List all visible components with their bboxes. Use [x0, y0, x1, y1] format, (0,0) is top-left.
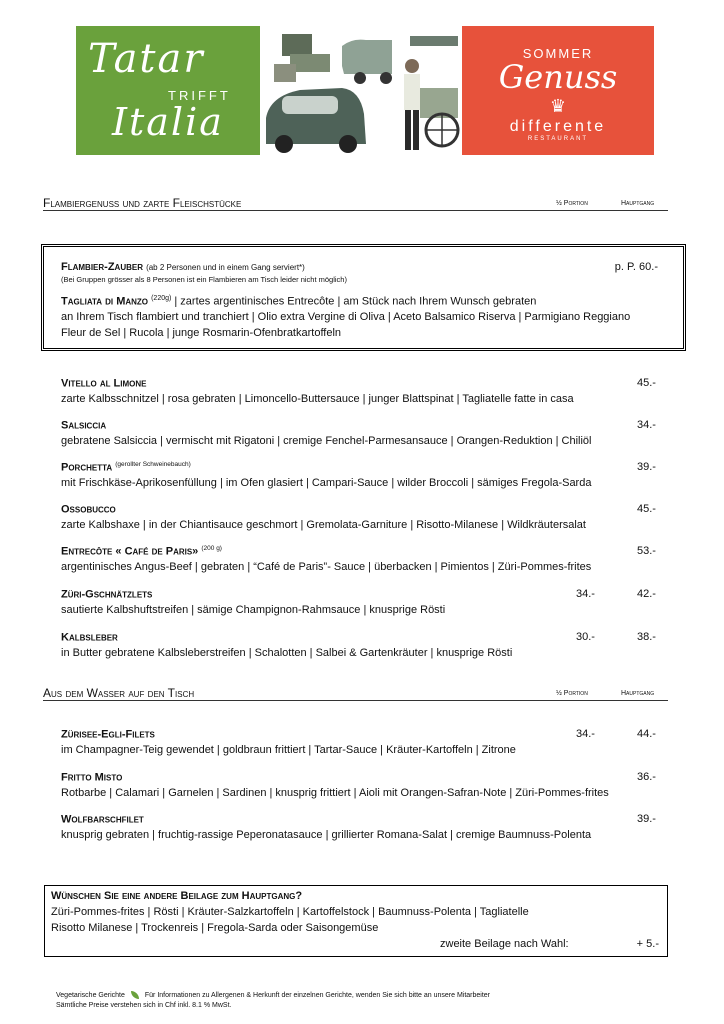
item-price-main: 53.- [637, 545, 656, 557]
item-description: im Champagner-Teig gewendet | goldbraun frittiert | Tartar-Sauce | Kräuter-Kartoffeln | Zitrone [61, 744, 516, 756]
section-header-fish [43, 686, 668, 701]
item-price-main: 44.- [637, 728, 656, 740]
flambier-dish-weight: (220g) [151, 295, 172, 302]
crown-icon: ♛ [549, 96, 567, 116]
item-name: Wolfbarschfilet [61, 813, 144, 826]
menu-item [61, 377, 661, 411]
section-title: Aus dem Wasser auf den Tisch [43, 686, 195, 700]
item-name: Ossobucco [61, 503, 116, 516]
item-description: argentinisches Angus-Beef | gebraten | “Café de Paris”- Sauce | überbacken | Pimientos | Züri-Pommes-frites [61, 561, 592, 573]
menu-item [61, 503, 661, 537]
side-dish-box [44, 885, 668, 957]
footer-line [56, 991, 490, 1001]
item-description: knusprig gebraten | fruchtig-rassige Peperonatasauce | grillierter Romana-Salat | cremige Baumnuss-Polenta [61, 829, 592, 841]
flambier-description-line: Fleur de Sel | Rucola | junge Rosmarin-Ofenbratkartoffeln [61, 327, 342, 339]
item-name: Züri-Gschnätzlets [61, 588, 153, 601]
item-name: Entrecôte « Café de Paris» $^{(200 g)}$ [61, 545, 222, 558]
sides-list-line: Züri-Pommes-frites | Rösti | Kräuter-Salzkartoffeln | Kartoffelstock | Baumnuss-Polenta | Tagliatelle [51, 906, 529, 918]
menu-item [61, 813, 661, 847]
flambier-price: p. P. 60.- [614, 261, 658, 273]
menu-item [61, 545, 661, 579]
sides-list-line: Risotto Milanese | Trockenreis | Fregola-Sarda oder Saisongemüse [51, 922, 379, 934]
item-price-half: 34.- [576, 588, 595, 600]
item-price-main: 42.- [637, 588, 656, 600]
column-half-portion: ½ Portion [556, 690, 588, 697]
logo-tatar-text: Tatar [88, 36, 205, 82]
leaf-icon [131, 991, 139, 999]
car-cart-illustration-icon [260, 26, 462, 155]
section-header-meat [43, 196, 668, 211]
menu-item [61, 461, 661, 495]
item-name: Salsiccia [61, 419, 107, 432]
item-price-main: 39.- [637, 461, 656, 473]
item-price-main: 39.- [637, 813, 656, 825]
item-name: Porchetta $^{(gerollter Schweinebauch)}$ [61, 461, 191, 474]
flambier-description-line: Tagliata di Manzo $^{(220g)}$ | zartes argentinisches Entrecôte | am Stück nach Ihrem Wunsch gebraten [61, 295, 537, 308]
logo-italia-text: Italia [112, 100, 224, 144]
logo-genuss-text: Genuss [498, 58, 618, 96]
flambier-note: (ab 2 Personen und in einem Gang serviert*) [146, 263, 305, 272]
flambier-description-line: an Ihrem Tisch flambiert und tranchiert | Olio extra Vergine di Oliva | Aceto Balsamico Riserva | Parmigiano Reggiano [61, 311, 631, 323]
vintage-car-photo [260, 26, 462, 155]
item-name: Zürisee-Egli-Filets [61, 728, 155, 741]
column-main-course: Hauptgang [621, 200, 655, 207]
footer-notes [56, 991, 490, 1011]
item-description: zarte Kalbsschnitzel | rosa gebraten | Limoncello-Buttersauce | junger Blattspinat | Tagliatelle fatte in casa [61, 393, 574, 405]
item-price-main: 36.- [637, 771, 656, 783]
menu-item [61, 419, 661, 453]
menu-item [61, 771, 661, 805]
second-side-price: + 5.- [636, 938, 659, 950]
logo-sommer-text: SOMMER [522, 46, 594, 61]
menu-item [61, 728, 661, 762]
sommer-genuss-logo [462, 26, 654, 155]
flambier-title: Flambier-Zauber (ab 2 Personen und in einem Gang serviert*) [61, 261, 305, 273]
logo-restaurant-text: RESTAURANT [527, 136, 589, 142]
item-price-main: 38.- [637, 631, 656, 643]
flambier-special-box [41, 244, 686, 351]
item-name: Kalbsleber [61, 631, 118, 644]
column-half-portion: ½ Portion [556, 200, 588, 207]
item-description: sautierte Kalbshuftstreifen | sämige Champignon-Rahmsauce | knusprige Rösti [61, 604, 446, 616]
column-main-course: Hauptgang [621, 690, 655, 697]
logo-differente-text: differente [509, 118, 607, 135]
menu-item [61, 588, 661, 622]
header-banner [76, 26, 654, 155]
menu-item [61, 631, 661, 665]
item-price-main: 45.- [637, 377, 656, 389]
item-price-half: 34.- [576, 728, 595, 740]
flambier-group-note: (Bei Gruppen grösser als 8 Personen ist ein Flambieren am Tisch leider nicht möglich) [61, 275, 347, 284]
tatar-italia-logo [76, 26, 260, 155]
second-side-label: zweite Beilage nach Wahl: [440, 938, 569, 950]
item-description: in Butter gebratene Kalbsleberstreifen | Schalotten | Salbei & Gartenkräuter | knusprige Rösti [61, 647, 513, 659]
item-description: gebratene Salsiccia | vermischt mit Rigatoni | cremige Fenchel-Parmesansauce | Orangen-Reduktion | Chiliöl [61, 435, 592, 447]
item-description: zarte Kalbshaxe | in der Chiantisauce geschmort | Gremolata-Garniture | Risotto-Milanese | Wildkräutersalat [61, 519, 586, 531]
item-price-half: 30.- [576, 631, 595, 643]
item-price-main: 45.- [637, 503, 656, 515]
item-name: Fritto Misto [61, 771, 123, 784]
vegetarian-label: Vegetarische Gerichte [56, 992, 125, 999]
item-price-main: 34.- [637, 419, 656, 431]
flambier-dish-name: Tagliata di Manzo [61, 295, 149, 308]
sides-title: Wünschen Sie eine andere Beilage zum Hauptgang? [51, 890, 303, 902]
allergen-info: Für Informationen zu Allergenen & Herkunft der einzelnen Gerichte, wenden Sie sich bitte an unsere Mitarbeiter [144, 992, 491, 999]
prices-info: Sämtliche Preise verstehen sich in Chf inkl. 8.1 % MwSt. [56, 1002, 232, 1009]
section-title: Flambiergenuss und zarte Fleischstücke [43, 196, 242, 210]
logo-trifft-text: TRIFFT [168, 88, 231, 103]
item-description: mit Frischkäse-Aprikosenfüllung | im Ofen glasiert | Campari-Sauce | wilder Broccoli | sämiges Fregola-Sarda [61, 477, 592, 489]
item-description: Rotbarbe | Calamari | Garnelen | Sardinen | knusprig frittiert | Aioli mit Orangen-Safran-Note | Züri-Pommes-frites [61, 787, 609, 799]
item-name: Vitello al Limone [61, 377, 147, 390]
